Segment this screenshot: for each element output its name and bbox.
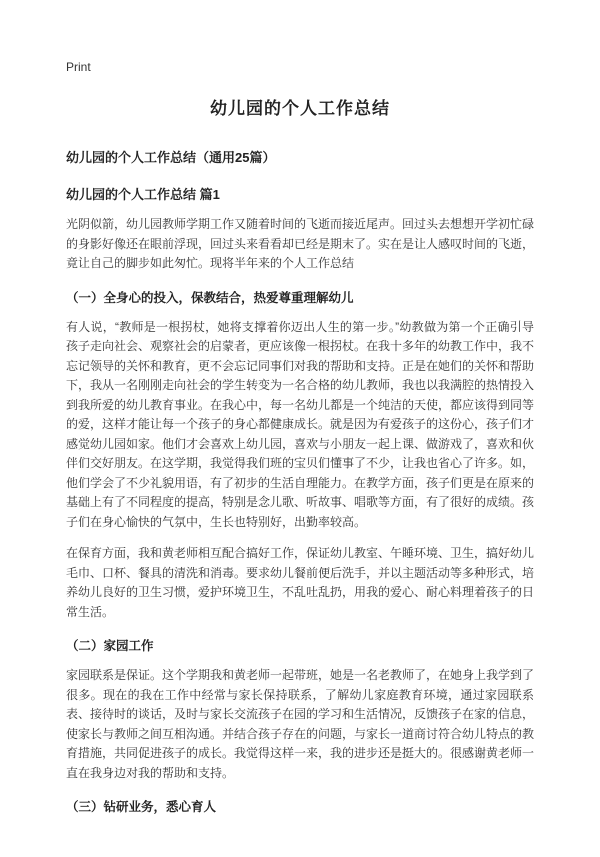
sub-heading: （一）全身心的投入，保教结合，热爱尊重理解幼儿 — [66, 290, 354, 305]
paragraph: 光阴似箭，幼儿园教师学期工作又随着时间的飞逝而接近尾声。回过头去想想开学初忙碌的身影好像还在眼前浮现，回过头来看看却已经是期末了。实在是让人感叹时间的飞逝，竟让自己的脚步如此匆忙。现将半年来的个人工作总结 — [66, 217, 535, 270]
print-link[interactable]: Print — [66, 60, 91, 74]
sub-heading: （三）钻研业务，悉心育人 — [66, 800, 217, 814]
article-body — [66, 215, 534, 815]
doc-subtitle: 幼儿园的个人工作总结（通用25篇） — [66, 150, 276, 165]
paragraph: 有人说，“教师是一根拐杖，她将支撑着你迈出人生的第一步。”幼教做为第一个正确引导孩子走向社会、观察社会的启蒙者，更应该像一根拐杖。在我十多年的幼教工作中，我不忘记领导的关怀和教育，更不会忘记同事们对我的帮助和支持。正是在她们的关怀和帮助下，我从一名刚刚走向社会的学生转变为一名合格的幼儿教师，我也以我满腔的热情投入到我所爱的幼儿教育事业。在我心中，每一名幼儿都是一个纯洁的天使，都应该得到同等的爱，这样才能让每一个孩子的身心都健康成长。就是因为有爱孩子的这份心，孩子们才感觉幼儿园如家。他们才会喜欢上幼儿园，喜欢与小朋友一起上课、做游戏了，喜欢和伙伴们交好朋友。在这学期，我觉得我们班的宝贝们懂事了不少，让我也省心了许多。如，他们学会了不少礼貌用语，有了初步的生活自理能力。在教学方面，孩子们更是在原来的基础上有了不同程度的提高，特别是念儿歌、听故事、唱歌等方面，有了很好的成绩。孩子们在身心愉快的气氛中，生长也特别好，出勤率较高。 — [66, 319, 535, 529]
section-heading: 幼儿园的个人工作总结 篇1 — [66, 187, 220, 202]
sub-heading: （二）家园工作 — [66, 639, 154, 653]
paragraph: 家园联系是保证。这个学期我和黄老师一起带班，她是一名老教师了，在她身上我学到了很多。现在的我在工作中经常与家长保持联系，了解幼儿家庭教育环境，通过家园联系表、接待时的谈话，及时与家长交流孩子在园的学习和生活情况，反馈孩子在家的信息，使家长与教师之间互相沟通。并结合孩子存在的问题，与家长一道商讨符合幼儿特点的教育措施，共同促进孩子的成长。我觉得这样一来，我的进步还是挺大的。很感谢黄老师一直在我身边对我的帮助和支持。 — [66, 668, 535, 780]
page-title: 幼儿园的个人工作总结 — [210, 99, 390, 118]
paragraph: 在保育方面，我和黄老师相互配合搞好工作，保证幼儿教室、午睡环境、卫生，搞好幼儿毛巾、口杯、餐具的清洗和消毒。要求幼儿餐前便后洗手，并以主题活动等多种形式，培养幼儿良好的卫生习惯，爱护环境卫生，不乱吐乱扔，用我的爱心、耐心料理着孩子的日常生活。 — [66, 546, 535, 619]
